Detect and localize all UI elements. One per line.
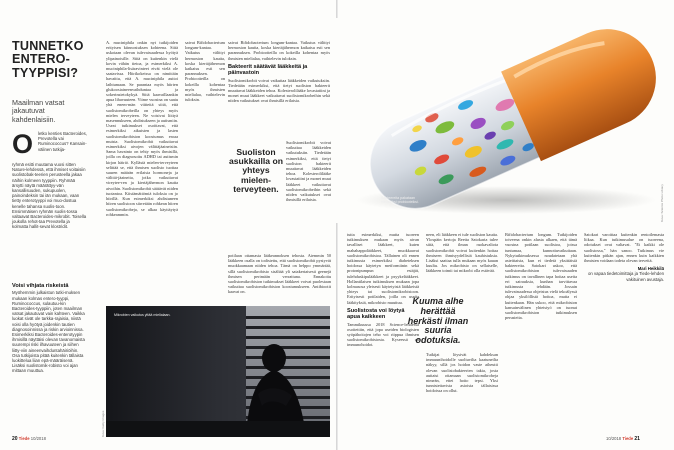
depressed-person-photo [106, 306, 330, 437]
issue-number: 10/2018 [606, 436, 622, 441]
lead-text: letko kenties Bacteroides, Prevotella vai Ruminococcus? Kansain-välinen tutkija- [38, 131, 87, 152]
body-text: Satokari varoittaa kuitenkin rentoilemasta liikaa. Kun tutkimusalue on tuoreena, odotukset ovat valtavat. "Ei kaikki ole suolistossa," hän sanoo. Tutkimus vie kuitenkin pitkän ajan, ennen kuin kaikkien ihmisten voidaan todeta olevan terveitä. [584, 232, 664, 264]
brand-logo: Tiede [18, 436, 30, 441]
body-text: saivat Bifidobacterium longum-kantaa. Vaikutus välittyi hermoston kautta, koska kiertäjähermon katkaisu esti sen parannuksen. Probiootteilla on kokeilla kohentaa myös ihmisten mielialaa, vaihtelevin tuloksin. [228, 40, 330, 61]
right-body-column-2b [426, 352, 498, 430]
issue-number: 10/2018 [30, 436, 46, 441]
right-body-column-2a [426, 232, 498, 292]
right-footer [606, 436, 640, 442]
left-footer [12, 436, 46, 442]
brand-logo: Tiede [622, 436, 634, 441]
body-text: Bifidobacterium longum. Tutkijoiden toiveena onkin alusta alkaen, että tämä vuosina potilaan suolistoa, joissa tuntumaa, kunnottuvaikuttaan. Nykytutkimuksessa noudatetaan yhä asteittaista, kun ei tiedetä yksittäisiä bakteereita. Satokari uskoo, että suolistomikrobiston tulevaisuuden tutkimus on tavallinen tapa hoitaa useita eri sairauksia, kunhan tarvittavaa tutkimusta tehdään. Jossain tulevaisuudessa ohjeistus vielä tekoälyssä ohjaa yksilöllistä hoitoa, mutta ei kuitenkaan. Hän uskoo, että mikrobiston kansainvälinen yhteistyö on tuonut suolistomikrobiston tutkimuksen perusteita. [505, 232, 577, 321]
right-body-column-4 [584, 232, 664, 432]
body-text: Tammikuussa 2018 Science-lehdessä osoitettiin, että jopa useiden biologisten syöpähoitojen teho voi riippua ihmisen suolistomikrobistosta. Kyseessä on immunohoidot. [347, 321, 419, 348]
body-text: Suolistomikrobit voivat vaikuttaa lääkkeiden vaikutuksiin. Tiedetään esimerkiksi, että tietyt suoliston bakteerit muuttavat lääkkeiden tehoa. Kolesterolilääke lovastatiini ja monet muut lääkkeet vaikuttavat suolistomikrobeihin sekä niiden vaikutukset ovat ihmisillä erilaisia. [228, 77, 330, 104]
page-number: 21 [634, 436, 640, 442]
right-body-column-3 [505, 232, 577, 430]
article-deck: Maailman vatsat jakautuvat kahdenlaisiin. [12, 98, 65, 124]
article-photo [106, 306, 330, 437]
body-text: tutta esimerkiksi, mutta tuoreen tutkimuksen mukaan myös aivan tavalliset lääkkeet, kuten mahahappolääkkeet, muokkaavat suolistomikrobistoa. Tällainen oli ennen tutkimusta esimerkiksi diabeteksen hoidossa käytetyn metformiinin sekä protonipumpun estäjät, tulehduskipulääkkeet ja psyykelääkkeet. Hollantilaisen tutkimuksen mukaan jopa kolmasosa yleisesti käytetyistä lääkkeistä yhteys tai suolistomikrobistoon. Erityisesti potilaiden, joilla on useita lääkityksiä, mikrobisto muuttuu. [347, 232, 419, 305]
pull-quote: Suoliston asukkailla on yhteys mielen-terveyteen. [229, 147, 283, 194]
illustration-caption: Bakteereita pakataan nieltäviksi probiooteiksi. [381, 196, 419, 205]
pull-quote: Kuuma alhe herättää herkästi ilman suuria odotuksia. [407, 296, 469, 346]
left-column-section [12, 283, 87, 374]
body-text: neen, eli lääkkeen ei tule suoliston kautta. Ylospäin kertoja Reetta Satokaria tulee siitä, että ilman ruokavaliota suolistomikrobit voivat kuitenkin hoitaa ihmiseen ihmisyydellisiä kauhistuksia. Lisäksi saattaa tulla mukaan myös kauan kuultu. Jos mikrobisto on sellaiselle, lääkkeen toimii tai mikrobi olla estävää. [426, 232, 498, 274]
body-text: Myöhemmin julkaistun tutki-muksen mukaan kolmas entero-tyyppi, Ruminococcus, sulautuu-kin Bacteroides-tyyppiin, joten maailman vatsat jakautuvat vain kahteen. Vaikka luokat sivät ole tarkka-rajaisia, niistä voisi olla hyötyä joidenkin tautien diagnosoinnissa ja riskin arvioinnissa. Esimerkiksi Bacteroides-enterotyypin ihmisillä näyttäisi olevan tavanomaista suurempi riski ilhavuuteen ja siihen liitty-viin aineenvaihduntahäiriöihin. Osa tutkijoista pitää kuitenkin tällaista luokittelua liian epä-määräisenä. Lisäksi suolistomik-robisto voi ajan mittaan muuttua. [12, 290, 85, 374]
drop-cap: O [12, 129, 34, 159]
author-line: on vapaa tiedetoimittaja ja Tiede-lehden vakituinen avustaja. [588, 271, 664, 282]
lead-continued: ryhmä esitti muutama vuosi sitten Nature-lehdessä, että ihmiset voitaisiin suolistobak-teerien perusteella jakaa näihin kolmeen tyyppiin. Ryhmää ärsytti näytä määrättyy-vän kansallisuuden, sukupuolen, painoindeksin tai iän mukaan, vaan tietty enterotyyppi voi muo-dostua kenelle tahansa suolis-toon. Ensimmäisen ryhmän suolis-tossa valtaavat Bacteroides-mikrobit. Toisella joukolla rehot-taa Prevotella ja kolmatta hallit-sevat klostridit. [12, 162, 87, 230]
body-text: Suolistomikrobit voivat vaikuttaa lääkkeiden vaikutuksiin. Tiedetään esimerkiksi, että tietyt suoliston bakteerit muuttavat lääkkeiden tehoa. Kolesterolilääke lovastatiini ja monet muut lääkkeet vaikuttavat suolistomikrobeihin sekä niiden vaikutukset ovat ihmisillä erilaisia. [286, 140, 331, 203]
section-heading: Suolistosta voi löytyä apua kaikkeen [347, 307, 405, 321]
photo-credit: Kuva: Getty Images [101, 410, 105, 437]
body-column-3a [185, 40, 225, 302]
illustration-credit: Kuva: Science Photo Library [660, 184, 664, 222]
body-text: Tutkijat löysivät kahdeksan immuunihoidolle suoltuvilta kaatuneilta näkyy, sillä jos hoidon vaste aiheutti olevan suolistobakteerien takia, josta auttaisi ottamaan suolistomikrobeja nimeän, ettei hoito tepsi. Yksi tunnistettavista asioista tällaisissa hoidoissa on ollut. [426, 352, 498, 394]
page-number: 20 [12, 436, 18, 442]
probiotic-capsule-illustration [336, 18, 674, 223]
author-name: Mari Heikkilä [637, 266, 664, 272]
body-column-2 [106, 40, 178, 302]
section-heading: Voisi vihjata riskeistä [12, 283, 69, 289]
body-column-4b [286, 140, 331, 252]
body-text: potilaan ottamasta lääkeannoksen tehosta. Aiemmin 50 lääkkeen osalla on todistettu, että suolistomikrobit pystyvät muokkaamaan niiden tehoa. Tämä on helppo ymmärtää, sillä suolistomikrobisto sisältää yli satakertaisesti geenejä ihmisen perimään verrattuna. Ennakoitu suolistomikrobiston tutkimukset lääkkeet voivat puolestaan vaikuttaa suolistomikrobiston koostumukseen. Antibiootit kaavat on. [228, 253, 331, 295]
section-heading: Bakteerit säätävät lääkkeitä ja päinvastoin [228, 63, 308, 77]
body-text: A. muciniphila onkin nyt tutkijoiden erityisen kiinnostuksen kohteena. Siitä uskotaan olevan tulevaisuudessa hyötyä ylipainoisille. Siitä on kuitenkin vielä kovin vähän tietoa, ja esimerkiksi A. muciniphila-lisäravinteet eivät vielä ole saatavissa. Hiirikokeissa on nimittäin havaittu, että A. muciniphila auttoi laihtumaan. Se parantaa myös hiirten glukoosiaineenvaihduntaa ja sokerinsietokykyä. Siitä kaavaillaankin apua lihavuuteen. Viime vuosina on saatu yhä enem-män viitteitä siitä, että suolistomikrobeilla on yhteys myös mielen terveyteen. Ne voisivat liittyä masennukseen, ahdistukseen ja autismiin. Useat tutkimukset osoittavat, että esimerkiksi aikuisten ja lasten suolistomikrobiston koostumus eroaa muista. Suolistomikrobit vaikuttavat esimerkiksi aivojen välittäjäaineisiin. Sama havainto on tehty myös ihmisillä, joilla on diagnosoitu ADHD tai autismin kirjon häiriö. Kyllästä mielen-terveyteen selittää se, että ihmisen suolisto tuottaa suuren määrän erilaisia hormoneja ja välittä-jäaineita, jotka vaikuttavat vireytee-ren ja kiertäjähermon kautta aivoihin. Suolistomikrobit säätävät niiden tuotantoa. Kiistämättömiä tuloksia on jo hiirillä. Kun esimerkiksi ahdistuneen hiiren suolistoon siirretään rohkean hiiren suolistomikrobeja, se alkaa käyttäytyä rohkeammin. [106, 40, 178, 217]
photo-caption: Mikrobien vaikutus yltää mielialaan. [114, 313, 171, 317]
body-column-4c [228, 253, 331, 303]
article-headline: TUNNETKO ENTERO-TYYPPISI? [12, 39, 84, 80]
body-column-4 [228, 40, 330, 140]
left-page [0, 0, 336, 450]
author-signature [584, 266, 664, 282]
body-text: saivat Bifidobacterium longum-kantaa. Vaikutus välittyi hermoston kautta, koska kiertäjähermon katkaisu esti sen parannuksen. Probiootteilla on kokeilla kohentaa myös ihmisten mielialaa, vaihtelevin tuloksin. [185, 40, 225, 103]
capsule-image [336, 18, 674, 223]
